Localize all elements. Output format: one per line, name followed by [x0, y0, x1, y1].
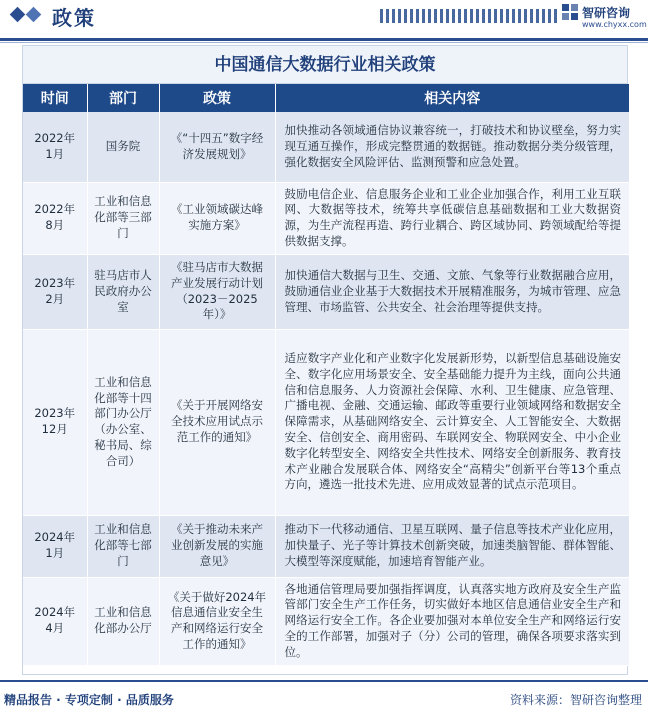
cell-policy: 《驻马店市大数据产业发展行动计划（2023－2025年）》 [159, 254, 275, 329]
column-header-content: 相关内容 [275, 84, 629, 112]
cell-content: 加快通信大数据与卫生、交通、文旅、气象等行业数据融合应用，鼓励通信业企业基于大数据技术开展精准服务，为城市管理、应急管理、市场监管、公共安全、社会治理等提供支持。 [275, 254, 629, 329]
table-title: 中国通信大数据行业相关政策 [23, 46, 627, 84]
decorative-stripes [380, 9, 560, 23]
table-row [23, 254, 629, 329]
cell-dept: 工业和信息化部等七部门 [87, 515, 159, 577]
header-divider [0, 38, 648, 41]
cell-time: 2022年 1月 [23, 112, 87, 182]
page-header [0, 0, 648, 30]
cell-policy: 《“十四五”数字经济发展规划》 [159, 112, 275, 182]
column-header-dept: 部门 [87, 84, 159, 112]
table-row [23, 515, 629, 577]
cell-time: 2023年 12月 [23, 329, 87, 515]
column-header-time: 时间 [23, 84, 87, 112]
cell-time: 2024年 1月 [23, 515, 87, 577]
cell-time: 2024年 4月 [23, 577, 87, 665]
cell-content: 适应数字产业化和产业数字化发展新形势，以新型信息基础设施安全、数字化应用场景安全、安全基础能力提升为主线，面向公共通信和信息服务、人力资源社会保障、水利、卫生健康、应急管理、广播电视、金融、交通运输、邮政等重要行业领域网络和数据安全保障需求，从基础网络安全、云计算安全、人工智能安全、大数据安全、信创安全、商用密码、车联网安全、物联网安全、中小企业数字化转型安全、网络安全共性技术、网络安全创新服务、教育技术产业融合发展联合体、网络安全“高精尖”创新平台等13个重点方向，遴选一批技术先进、应用成效显著的试点示范项目。 [275, 329, 629, 515]
policy-table [23, 84, 629, 666]
page-footer [0, 680, 648, 710]
cell-dept: 工业和信息化部等十四部门办公厅（办公室、秘书局、综合司） [87, 329, 159, 515]
cell-policy: 《关于推动未来产业创新发展的实施意见》 [159, 515, 275, 577]
cell-content: 鼓励电信企业、信息服务企业和工业企业加强合作，利用工业互联网、大数据等技术，统筹共享低碳信息基础数据和工业大数据资源，为生产流程再造、跨行业耦合、跨区域协同、跨领域配给等提供数据支撑。 [275, 182, 629, 254]
cell-dept: 工业和信息化部办公厅 [87, 577, 159, 665]
table-row [23, 329, 629, 515]
cell-policy: 《工业领域碳达峰实施方案》 [159, 182, 275, 254]
table-row [23, 577, 629, 665]
cell-time: 2022年 8月 [23, 182, 87, 254]
brand-name: 智研咨询 [582, 6, 631, 20]
brand-logo-icon [562, 4, 578, 20]
table-row [23, 112, 629, 182]
header-divider-thin [0, 42, 648, 43]
table-row [23, 182, 629, 254]
cell-content: 各地通信管理局要加强指挥调度，认真落实地方政府及安全生产监管部门安全生产工作任务，切实做好本地区信息通信业安全生产和网络运行安全工作。各企业要加强对本单位安全生产和网络运行安全的工作部署，加强对子（分）公司的管理，确保各项要求落实到位。 [275, 577, 629, 665]
title-diamonds-icon [12, 7, 52, 23]
column-header-policy: 政策 [159, 84, 275, 112]
cell-dept: 工业和信息化部等三部门 [87, 182, 159, 254]
cell-time: 2023年 2月 [23, 254, 87, 329]
cell-content: 加快推动各领域通信协议兼容统一，打破技术和协议壁垒，努力实现互通互操作，形成完整贯通的数据链。推动数据分类分级管理，强化数据安全风险评估、监测预警和应急处置。 [275, 112, 629, 182]
page-title: 政策 [52, 6, 96, 30]
cell-policy: 《关于做好2024年信息通信业安全生产和网络运行安全工作的通知》 [159, 577, 275, 665]
footer-slogan: 精品报告 · 专项定制 · 品质服务 [4, 693, 174, 707]
table-header-row [23, 84, 629, 112]
cell-policy: 《关于开展网络安全技术应用试点示范工作的通知》 [159, 329, 275, 515]
site-url: www.chyxx.com [582, 20, 647, 29]
footer-source: 资料来源：智研咨询整理 [509, 693, 642, 707]
policy-table-panel [22, 45, 628, 675]
footer-divider [0, 680, 648, 682]
brand-logo [562, 4, 648, 30]
cell-dept: 国务院 [87, 112, 159, 182]
cell-content: 推动下一代移动通信、卫星互联网、量子信息等技术产业化应用，加快量子、光子等计算技术创新突破，加速类脑智能、群体智能、大模型等深度赋能，加速培育智能产业。 [275, 515, 629, 577]
cell-dept: 驻马店市人民政府办公室 [87, 254, 159, 329]
